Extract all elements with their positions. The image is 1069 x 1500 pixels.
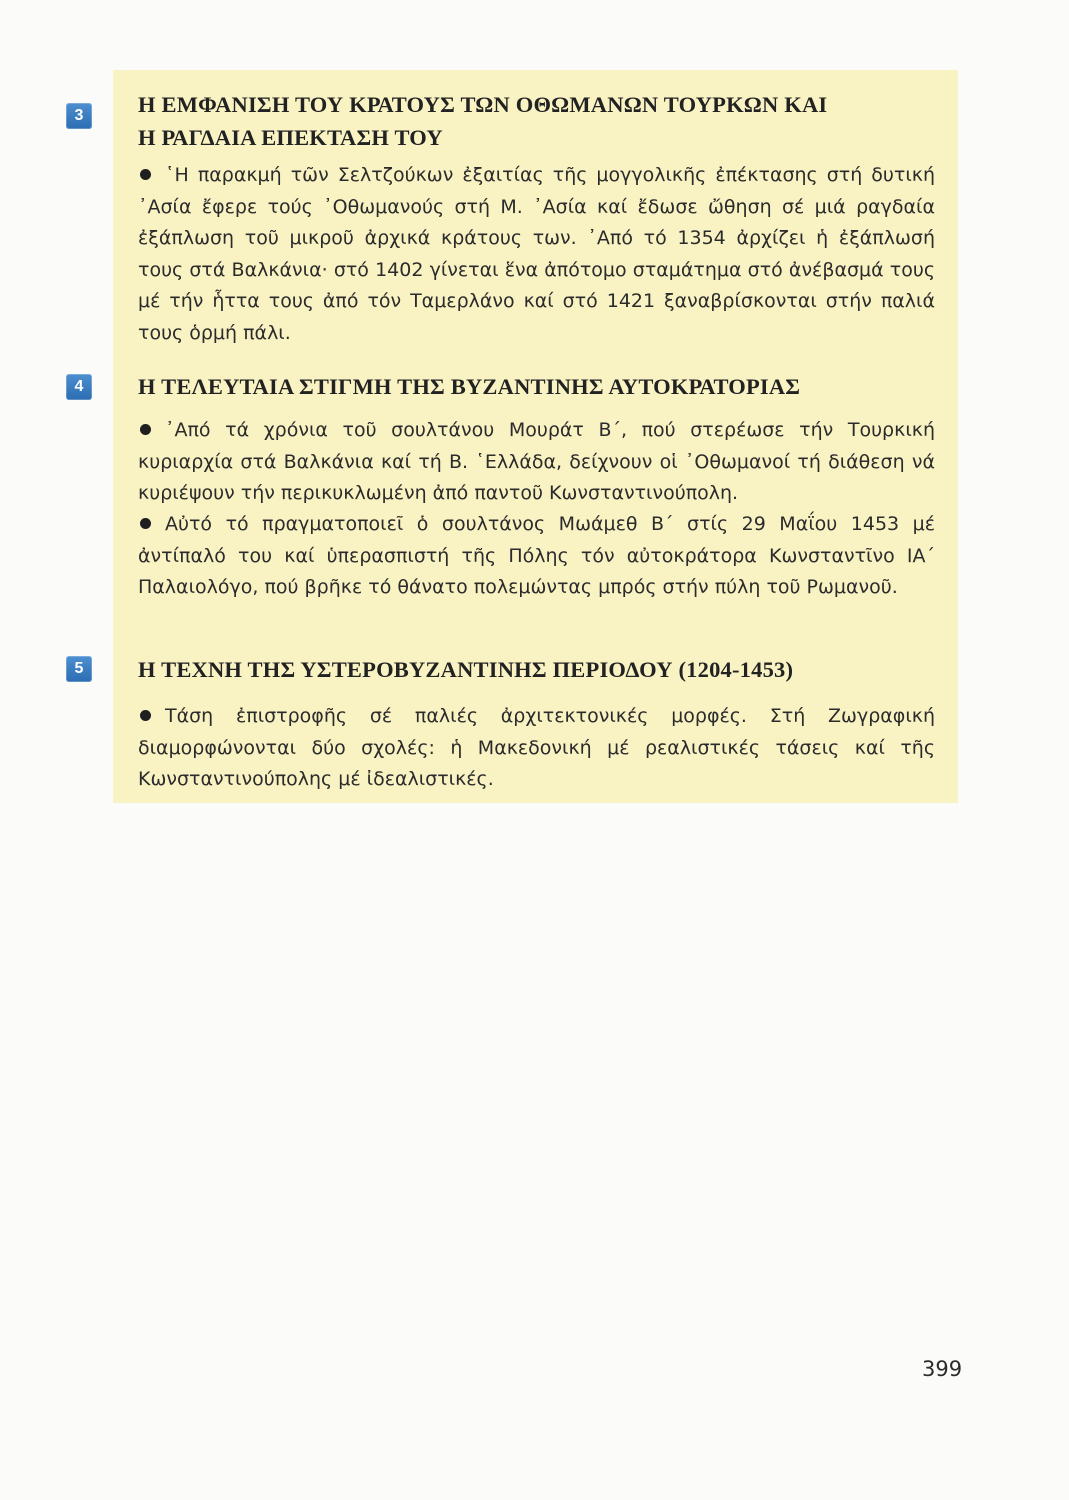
heading-line: Η ΡΑΓΔΑΙΑ ΕΠΕΚΤΑΣΗ ΤΟΥ bbox=[138, 125, 443, 150]
section-paragraph bbox=[138, 415, 935, 510]
paragraph-text: ᾿Από τά χρόνια τοῦ σουλτάνου Μουράτ Β΄, πού στερέωσε τήν Τουρκική κυριαρχία στά Βαλκάνια καί τή Β. ῾Ελλάδα, δείχνουν οἱ ᾿Οθωμανοί τή διάθεση νά κυριέψουν τήν περικυκλωμένη ἀπό παντοῦ Κωνσταντινούπολη. bbox=[138, 419, 935, 504]
heading-line: Η ΤΕΧΝΗ ΤΗΣ ΥΣΤΕΡΟΒΥΖΑΝΤΙΝΗΣ ΠΕΡΙΟΔΟΥ (1204-1453) bbox=[138, 657, 794, 682]
paragraph-text: Τάση ἐπιστροφῆς σέ παλιές ἀρχιτεκτονικές μορφές. Στή Ζωγραφική διαμορφώνονται δύο σχολές: ἡ Μακεδονική μέ ρεαλιστικές τάσεις καί τῆς Κωνσταντινούπολης μέ ἰδεαλιστικές. bbox=[138, 705, 935, 790]
bullet-icon bbox=[140, 710, 151, 721]
section-number-badge: 3 bbox=[66, 103, 92, 129]
section-heading bbox=[138, 370, 938, 403]
paragraph-text: ῾Η παρακμή τῶν Σελτζούκων ἐξαιτίας τῆς μογγολικῆς ἐπέκτασης στή δυτική ᾿Ασία ἔφερε τούς ᾿Οθωμανούς στή Μ. ᾿Ασία καί ἔδωσε ὤθηση σέ μιά ραγδαία ἐξάπλωση τοῦ μικροῦ ἀρχικά κράτους των. ᾿Από τό 1354 ἀρχίζει ἡ ἐξάπλωσή τους στά Βαλκάνια· στό 1402 γίνεται ἕνα ἀπότομο σταμάτημα στό ἀνέβασμά τους μέ τήν ἧττα τους ἀπό τόν Ταμερλάνο καί στό 1421 ξαναβρίσκονται στήν παλιά τους ὁρμή πάλι. bbox=[138, 164, 935, 344]
section-heading bbox=[138, 88, 938, 154]
section-paragraph bbox=[138, 509, 935, 604]
bullet-icon bbox=[140, 518, 151, 529]
paragraph-text: Αὐτό τό πραγματοποιεῖ ὁ σουλτάνος Μωάμεθ Β΄ στίς 29 Μαΐου 1453 μέ ἀντίπαλό του καί ὑπερασπιστή τῆς Πόλης τόν αὐτοκράτορα Κωνσταντῖνο ΙΑ΄ Παλαιολόγο, πού βρῆκε τό θάνατο πολεμώντας μπρός στήν πύλη τοῦ Ρωμανοῦ. bbox=[138, 513, 935, 598]
bullet-icon bbox=[140, 424, 151, 435]
section-heading bbox=[138, 653, 938, 686]
heading-line: Η ΤΕΛΕΥΤΑΙΑ ΣΤΙΓΜΗ ΤΗΣ ΒΥΖΑΝΤΙΝΗΣ ΑΥΤΟΚΡΑΤΟΡΙΑΣ bbox=[138, 374, 801, 399]
section-paragraph bbox=[138, 160, 935, 349]
section-number-badge: 4 bbox=[66, 374, 92, 400]
heading-line: Η ΕΜΦΑΝΙΣΗ ΤΟΥ ΚΡΑΤΟΥΣ ΤΩΝ ΟΘΩΜΑΝΩΝ ΤΟΥΡΚΩΝ ΚΑΙ bbox=[138, 92, 828, 117]
page-number: 399 bbox=[922, 1357, 963, 1381]
section-paragraph bbox=[138, 701, 935, 796]
bullet-icon bbox=[140, 169, 151, 180]
section-number-badge: 5 bbox=[66, 656, 92, 682]
